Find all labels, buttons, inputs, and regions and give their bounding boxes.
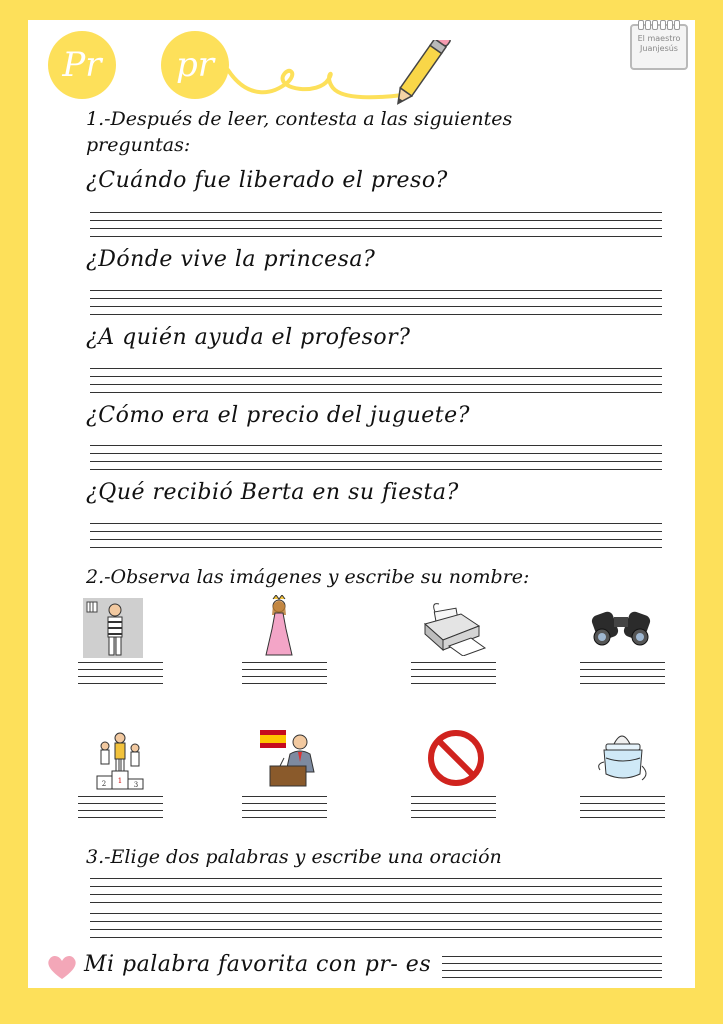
- svg-text:2: 2: [101, 780, 107, 788]
- picture-answer-8[interactable]: [580, 796, 665, 818]
- svg-text:1: 1: [117, 777, 123, 785]
- princess-icon: [264, 595, 294, 659]
- section2-instruction: 2.-Observa las imágenes y escribe su nombre:: [86, 566, 530, 588]
- syllable-lower: pr: [175, 45, 215, 85]
- sentence-lines-1[interactable]: [90, 878, 662, 903]
- question-3: ¿A quién ayuda el profesor?: [86, 325, 411, 350]
- president-icon: [258, 728, 318, 790]
- picture-answer-5[interactable]: [78, 796, 163, 818]
- favorite-word-prompt: Mi palabra favorita con pr- es: [84, 952, 432, 977]
- podium-icon: [96, 730, 144, 790]
- author-logo: [630, 24, 688, 70]
- question-1: ¿Cuándo fue liberado el preso?: [86, 168, 448, 193]
- juice-press-icon: [596, 730, 656, 786]
- picture-answer-1[interactable]: [78, 662, 163, 684]
- logo-line-1: El maestro: [637, 34, 681, 43]
- answer-lines-5[interactable]: [90, 523, 662, 548]
- favorite-word-lines[interactable]: [442, 956, 662, 978]
- picture-answer-3[interactable]: [411, 662, 496, 684]
- section1-instruction-line2: preguntas:: [86, 134, 191, 156]
- picture-answer-7[interactable]: [411, 796, 496, 818]
- syllable-upper-circle: [48, 31, 116, 99]
- printer-icon: [421, 600, 487, 656]
- binoculars-icon: [590, 605, 652, 647]
- answer-lines-3[interactable]: [90, 368, 662, 393]
- section1-instruction-line1: 1.-Después de leer, contesta a las siguientes: [86, 108, 513, 130]
- answer-lines-1[interactable]: [90, 212, 662, 237]
- picture-answer-2[interactable]: [242, 662, 327, 684]
- logo-line-2: Juanjesús: [640, 44, 678, 53]
- heart-icon: [47, 954, 77, 980]
- answer-lines-2[interactable]: [90, 290, 662, 315]
- syllable-lower-circle: [161, 31, 229, 99]
- syllable-upper: Pr: [62, 45, 102, 85]
- answer-lines-4[interactable]: [90, 445, 662, 470]
- section3-instruction: 3.-Elige dos palabras y escribe una oración: [86, 846, 502, 868]
- sentence-lines-2[interactable]: [90, 913, 662, 938]
- picture-answer-4[interactable]: [580, 662, 665, 684]
- worksheet: [28, 20, 695, 988]
- prisoner-icon: [83, 598, 143, 658]
- question-2: ¿Dónde vive la princesa?: [86, 247, 376, 272]
- svg-text:3: 3: [133, 781, 139, 789]
- picture-answer-6[interactable]: [242, 796, 327, 818]
- prohibited-sign-icon: [426, 728, 486, 788]
- question-4: ¿Cómo era el precio del juguete?: [86, 403, 470, 428]
- question-5: ¿Qué recibió Berta en su fiesta?: [86, 480, 459, 505]
